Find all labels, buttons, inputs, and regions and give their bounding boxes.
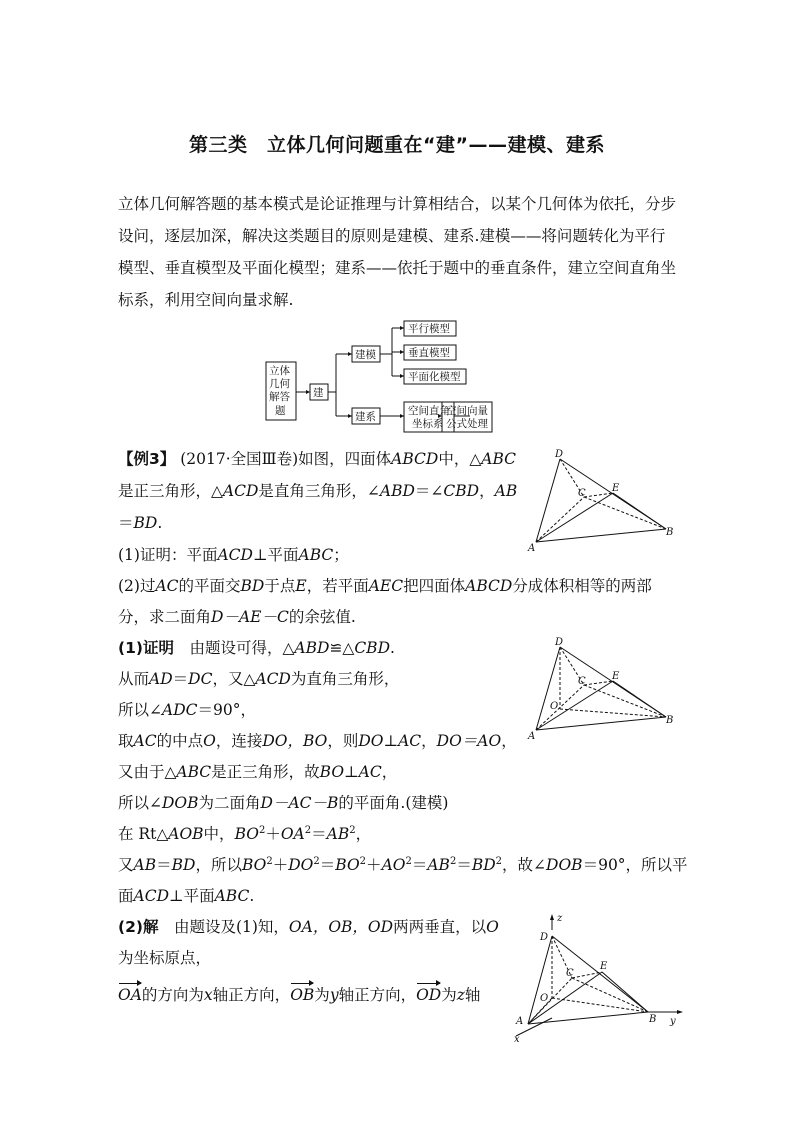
svg-text:O: O <box>550 701 559 712</box>
svg-text:平面化模型: 平面化模型 <box>408 371 461 383</box>
svg-text:建模: 建模 <box>355 349 376 361</box>
svg-text:A: A <box>528 731 536 742</box>
svg-text:C: C <box>578 676 586 687</box>
svg-text:A: A <box>516 1016 524 1027</box>
svg-text:B: B <box>666 715 674 726</box>
svg-text:平行模型: 平行模型 <box>408 323 450 335</box>
svg-text:E: E <box>600 961 608 972</box>
tetrahedron-figure-1 <box>520 445 680 557</box>
svg-text:垂直模型: 垂直模型 <box>408 347 450 359</box>
solution-line-5: 又由于△ABC是正三角形，故BO⊥AC， <box>118 763 398 781</box>
svg-text:A: A <box>528 543 536 554</box>
part2-line-1: (2)解 由题设及(1)知，OA，OB，OD两两垂直，以O <box>118 918 499 936</box>
svg-text:立体: 立体 <box>269 365 290 377</box>
svg-text:C: C <box>578 488 586 499</box>
method-flowchart <box>262 318 494 436</box>
svg-text:坐标系: 坐标系 <box>412 418 444 430</box>
svg-text:x: x <box>514 1034 520 1044</box>
svg-text:B: B <box>666 527 674 538</box>
solution-line-6: 所以∠DOB为二面角D－AC－B的平面角.(建模) <box>118 794 449 812</box>
svg-text:C: C <box>566 968 574 979</box>
question-2-line-1: (2)过AC的平面交BD于点E，若平面AEC把四面体ABCD分成体积相等的两部 <box>118 577 652 595</box>
svg-text:E: E <box>612 483 620 494</box>
solution-line-3: 所以∠ADC＝90°， <box>118 701 256 719</box>
svg-text:空间向量: 空间向量 <box>446 405 488 417</box>
example-line-3: ＝BD. <box>118 514 163 532</box>
svg-text:解答: 解答 <box>269 391 290 403</box>
svg-text:D: D <box>540 932 549 943</box>
svg-text:空间直角: 空间直角 <box>408 405 450 417</box>
solution-line-2: 从而AD＝DC，又△ACD为直角三角形， <box>118 670 400 688</box>
solution-line-4: 取AC的中点O，连接DO，BO，则DO⊥AC，DO＝AO， <box>118 732 517 750</box>
coordinate-figure <box>508 912 688 1044</box>
solution-line-9: 面ACD⊥平面ABC. <box>118 887 255 905</box>
svg-text:建系: 建系 <box>355 411 376 423</box>
svg-text:D: D <box>555 637 564 648</box>
svg-text:题: 题 <box>275 405 286 417</box>
svg-text:z: z <box>557 913 563 924</box>
example-line-1: 【例3】 (2017·全国Ⅲ卷)如图，四面体ABCD中，△ABC <box>118 450 516 468</box>
example-line-2: 是正三角形，△ACD是直角三角形，∠ABD＝∠CBD，AB <box>118 482 518 500</box>
section-title: 第三类 立体几何问题重在“建”——建模、建系 <box>189 134 605 156</box>
svg-text:几何: 几何 <box>269 378 290 390</box>
svg-text:y: y <box>670 1016 676 1027</box>
intro-paragraph: 立体几何解答题的基本模式是论证推理与计算相结合，以某个几何体为依托，分步设问，逐层加深，解决这类题目的原则是建模、建系.建模——将问题转化为平行模型、垂直模型及平面化模型；建系——依托于题中的垂直条件，建立空间直角坐标系，利用空间向量求解. <box>118 195 677 309</box>
question-1: (1)证明：平面ACD⊥平面ABC； <box>118 546 349 564</box>
part2-line-2: 为坐标原点， <box>118 949 212 967</box>
solution-line-7: 在 Rt△AOB中，$BO^2+OA^2=AB^2$， <box>118 824 372 843</box>
solution-line-1: (1)证明 由题设可得，△ABD≌△CBD. <box>118 639 395 657</box>
question-2-line-2: 分，求二面角D－AE－C的余弦值. <box>118 608 356 626</box>
svg-text:B: B <box>649 1014 657 1025</box>
solution-line-8: 又AB＝BD，所以$BO^2+DO^2=BO^2+AO^2=AB^2=BD^2$，故∠DOB＝90°，所以平 <box>118 855 688 874</box>
svg-text:O: O <box>540 993 549 1004</box>
part2-line-3: OA的方向为x轴正方向，OB为y轴正方向，OD为z轴 <box>118 986 481 1004</box>
tetrahedron-figure-2 <box>520 633 680 745</box>
svg-text:D: D <box>555 449 564 460</box>
svg-text:建: 建 <box>313 387 324 399</box>
svg-text:公式处理: 公式处理 <box>446 418 488 430</box>
svg-text:E: E <box>612 671 620 682</box>
